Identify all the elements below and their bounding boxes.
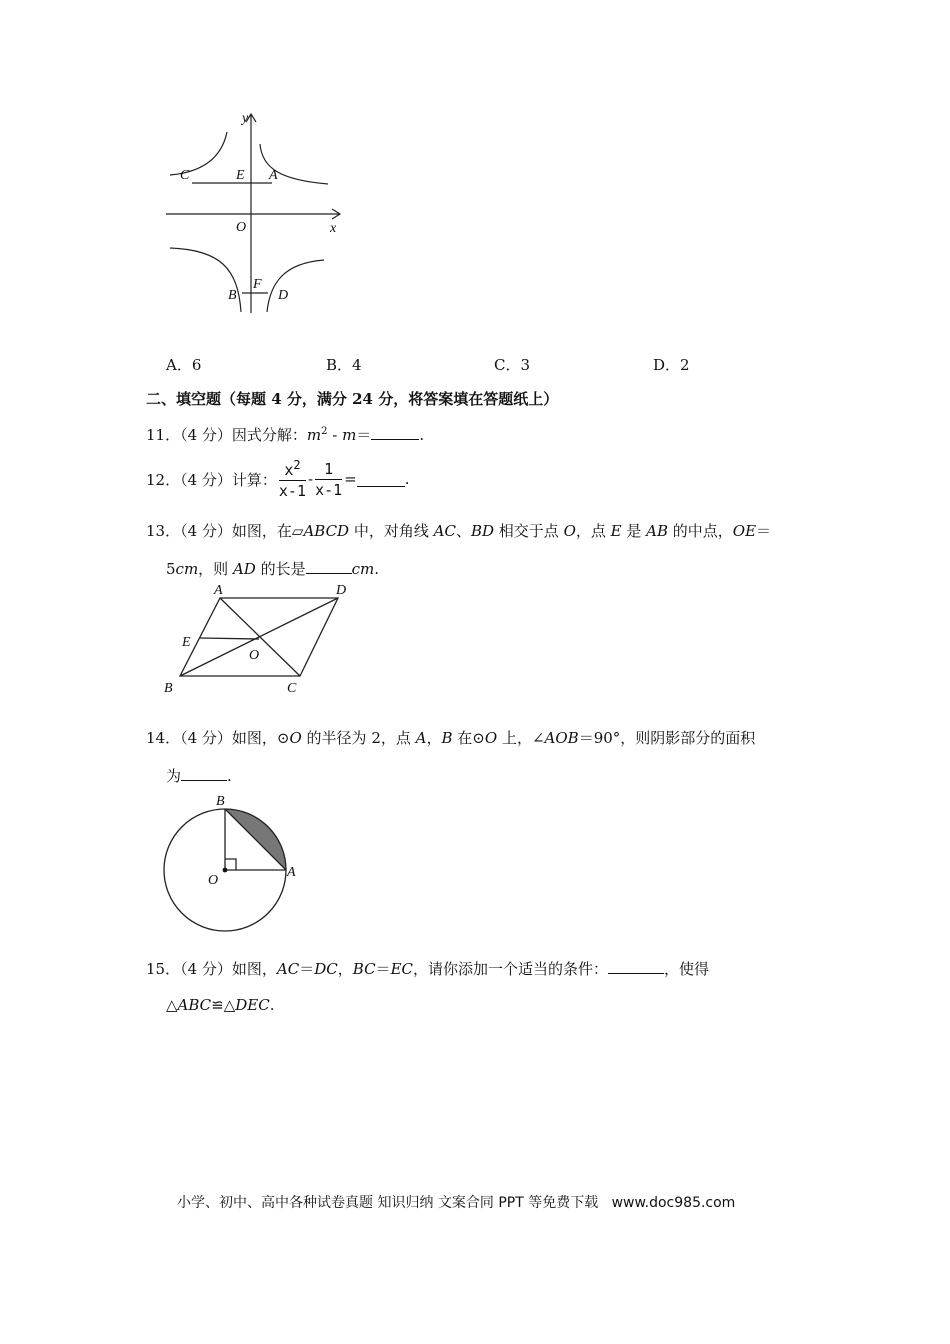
fraction-1-over-x-1: $\frac{1}{x-1}$ <box>315 459 343 499</box>
q13-line1-segment: 的中点， <box>668 522 733 540</box>
hyperbola-graph <box>160 108 350 318</box>
q14-line1-segment: 的半径为 2，点 <box>301 729 416 747</box>
q14-line1-segment: O <box>484 729 498 747</box>
question-12: 12．（4 分）计算： $\frac{x^2}{x-1}$ - $\frac{1}{x-1}$ = . <box>146 458 410 500</box>
footer-text: 小学、初中、高中各种试卷真题 知识归纳 文案合同 PPT 等免费下载 www.doc985.com <box>177 1195 736 1211</box>
q13-line1-segment: 相交于点 <box>494 522 564 540</box>
q13-line1-segment: BD <box>470 522 495 540</box>
q13-line1-segment: AB <box>646 522 669 540</box>
q15-line2-segment: . <box>269 996 275 1014</box>
q15-line1-segment: ＝ <box>375 960 391 978</box>
question-14-line-2: 为 . <box>166 767 232 785</box>
q15-line1-segment: ， <box>337 960 353 978</box>
question-13-line-1 <box>146 520 771 541</box>
label-E: E <box>236 168 245 183</box>
q14-line1-segment: 在⊙ <box>452 729 485 747</box>
label-F: F <box>253 277 262 292</box>
q13-line1-segment: ABCD <box>303 522 350 540</box>
q13-line1-segment: O <box>563 522 576 540</box>
q13-line1-segment: 中，对角线 <box>349 522 434 540</box>
q15-line1-segment: 15．（4 分）如图， <box>146 960 277 978</box>
section-2-heading: 二、填空题（每题 4 分，满分 24 分，将答案填在答题纸上） <box>146 390 559 408</box>
question-15-line-2 <box>166 996 275 1014</box>
q13-line1-segment: 13．（4 分）如图，在▱ <box>146 522 304 540</box>
q15-line2-segment: △ <box>166 996 178 1014</box>
fig13-label-B: B <box>164 681 173 696</box>
q14-line1-segment: ＝90°，则阴影部分的面积 <box>578 729 756 747</box>
q13-line1-segment: 、 <box>455 522 471 540</box>
circle-figure <box>156 790 306 936</box>
q13-line1-segment: OE <box>732 522 757 540</box>
label-A: A <box>269 168 278 183</box>
q15-line1-segment: ，请你添加一个适当的条件： <box>413 960 609 978</box>
label-D: D <box>278 288 289 303</box>
q13-line1-segment: E <box>610 522 622 540</box>
q15-line1-segment: ＝ <box>299 960 315 978</box>
q14-line1-segment: 14．（4 分）如图，⊙ <box>146 729 290 747</box>
answer-blank-13[interactable] <box>306 559 352 574</box>
q10-option-a: A．6 <box>166 356 202 374</box>
q14-line1-segment: B <box>441 729 453 747</box>
q15-line2-segment: ≌△ <box>211 996 236 1014</box>
fig13-label-E: E <box>182 635 191 650</box>
question-14-line-1 <box>146 727 755 748</box>
label-x: x <box>330 221 337 236</box>
fig13-label-D: D <box>336 583 347 598</box>
q10-option-b: B．4 <box>326 356 362 374</box>
fig14-label-B: B <box>216 794 225 809</box>
answer-blank-12[interactable] <box>357 472 405 487</box>
fig13-label-A: A <box>214 583 223 598</box>
q15-line2-segment: ABC <box>177 996 212 1014</box>
label-O: O <box>236 220 247 235</box>
q10-option-d: D．2 <box>653 356 690 374</box>
q15-line1-segment: DC <box>314 960 338 978</box>
q14-line1-segment: O <box>289 729 302 747</box>
fig13-label-O: O <box>249 648 260 663</box>
answer-blank-14[interactable] <box>181 766 227 781</box>
fig14-label-O: O <box>208 873 219 888</box>
q13-line1-segment: ＝ <box>756 522 772 540</box>
label-B: B <box>228 288 237 303</box>
q15-line1-segment: AC <box>276 960 300 978</box>
answer-blank-15[interactable] <box>608 959 664 974</box>
q10-option-c: C．3 <box>494 356 531 374</box>
q13-line1-segment: AC <box>433 522 456 540</box>
parallelogram-figure <box>160 582 360 700</box>
q13-line1-segment: 是 <box>621 522 647 540</box>
question-11: 11．（4 分）因式分解：$m^2 - m=$ . <box>146 426 425 444</box>
label-C: C <box>180 168 190 183</box>
fig13-label-C: C <box>287 681 297 696</box>
fraction-x2-over-x-1: $\frac{x^2}{x-1}$ <box>278 458 306 500</box>
q14-line1-segment: ， <box>426 729 442 747</box>
label-y: y <box>242 111 249 126</box>
q14-line1-segment: 上，∠ <box>497 729 545 747</box>
q15-line1-segment: EC <box>390 960 413 978</box>
q14-line1-segment: AOB <box>544 729 579 747</box>
question-15-line-1: 15．（4 分）如图，AC＝DC，BC＝EC，请你添加一个适当的条件： ，使得 <box>146 960 710 978</box>
q15-line1-segment: BC <box>352 960 376 978</box>
q13-line1-segment: ，点 <box>575 522 611 540</box>
question-13-line-2: 5cm，则 AD 的长是 cm. <box>166 560 379 578</box>
fig14-label-A: A <box>287 865 296 880</box>
answer-blank-11[interactable] <box>371 425 419 440</box>
q14-line1-segment: A <box>415 729 427 747</box>
q15-line2-segment: DEC <box>235 996 270 1014</box>
